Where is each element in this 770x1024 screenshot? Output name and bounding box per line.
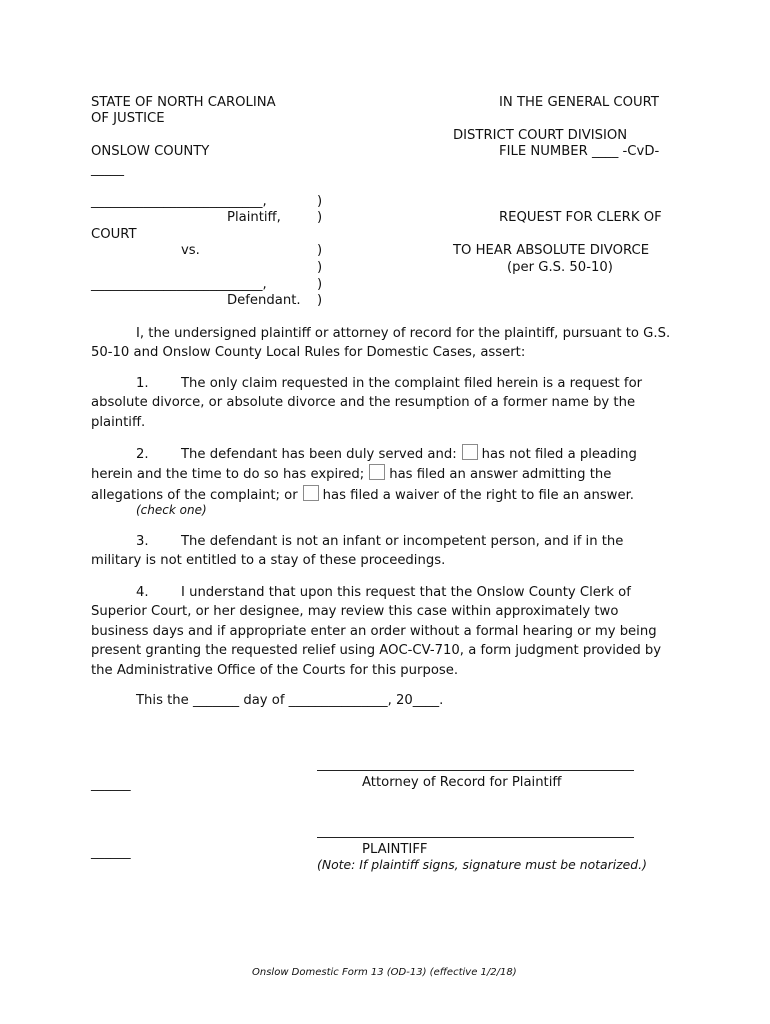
assertion-item-4 xyxy=(91,583,673,680)
caption-paren-6: ) xyxy=(317,293,323,308)
caption-paren-1: ) xyxy=(317,194,323,209)
court-heading: IN THE GENERAL COURT xyxy=(499,95,659,110)
attorney-signature-label: Attorney of Record for Plaintiff xyxy=(362,775,562,790)
county-heading: ONSLOW COUNTY xyxy=(91,144,210,159)
file-number: FILE NUMBER ____ -CvD- xyxy=(499,144,660,159)
assertion-item-3 xyxy=(91,532,673,571)
check-one-note: (check one) xyxy=(136,503,207,517)
form-title-line2: TO HEAR ABSOLUTE DIVORCE xyxy=(453,243,650,258)
defendant-label: Defendant. xyxy=(227,293,301,308)
option-answer-admitting: has filed an answer admitting the allegations of the complaint; or xyxy=(91,467,612,503)
form-footer: Onslow Domestic Form 13 (OD-13) (effective 1/2/18) xyxy=(252,967,517,978)
state-heading: STATE OF NORTH CAROLINA xyxy=(91,95,276,110)
caption-paren-4: ) xyxy=(317,260,323,275)
answer-admitting-checkbox[interactable] xyxy=(369,464,385,480)
caption-paren-2: ) xyxy=(317,210,323,225)
notarization-note: (Note: If plaintiff signs, signature must be notarized.) xyxy=(317,857,647,872)
plaintiff-label: Plaintiff, xyxy=(227,210,281,225)
not-filed-checkbox[interactable] xyxy=(462,444,478,460)
item-text: The only claim requested in the complaint filed herein is a request for absolute divorce, or absolute divorce and the resumption of a former name by the plaintiff. xyxy=(91,376,643,430)
item-number: 1. xyxy=(136,376,149,391)
plaintiff-name-blank: __________________________, xyxy=(91,194,267,209)
option-waiver: has filed a waiver of the right to file an answer. xyxy=(322,487,634,503)
form-title-continued: COURT xyxy=(91,227,137,242)
plaintiff-signature-label: PLAINTIFF xyxy=(362,842,428,857)
court-heading-continued: OF JUSTICE xyxy=(91,111,165,126)
item-number: 2. xyxy=(136,447,149,462)
defendant-name-blank: __________________________, xyxy=(91,277,267,292)
caption-paren-3: ) xyxy=(317,243,323,258)
division-heading: DISTRICT COURT DIVISION xyxy=(453,128,628,143)
form-title-line3: (per G.S. 50-10) xyxy=(507,260,613,275)
intro-paragraph xyxy=(91,324,673,363)
item-lead-text: The defendant has been duly served and: xyxy=(181,447,457,462)
assertion-item-1 xyxy=(91,374,673,432)
form-title-line1: REQUEST FOR CLERK OF xyxy=(499,210,662,225)
versus-label: vs. xyxy=(181,243,200,258)
option-not-filed: has not filed a pleading herein and the time to do so has expired; xyxy=(91,447,637,483)
attorney-date-blank: ______ xyxy=(91,777,131,792)
item-text: The defendant is not an infant or incompetent person, and if in the military is not entitled to a stay of these proceedings. xyxy=(91,534,624,569)
caption-paren-5: ) xyxy=(317,277,323,292)
item-text: I understand that upon this request that the Onslow County Clerk of Superior Court, or her designee, may review this case within approximately two business days and if appropriate enter an order without a formal hearing or my being present granting the requested relief using AOC-CV-710, a form judgment provided by the Administrative Office of the Courts for this purpose. xyxy=(91,585,662,678)
assertion-item-2 xyxy=(91,444,673,505)
plaintiff-date-blank: ______ xyxy=(91,845,131,860)
intro-text: I, the undersigned plaintiff or attorney of record for the plaintiff, pursuant to G.S. 50-10 and Onslow County Local Rules for Domestic Cases, assert: xyxy=(91,326,671,361)
item-number: 4. xyxy=(136,585,149,600)
file-number-continued: _____ xyxy=(91,162,124,177)
attorney-signature-line[interactable] xyxy=(317,770,634,771)
item-number: 3. xyxy=(136,534,149,549)
waiver-checkbox[interactable] xyxy=(303,485,319,501)
date-line: This the _______ day of _______________, 20____. xyxy=(136,693,444,708)
plaintiff-signature-line[interactable] xyxy=(317,837,634,838)
